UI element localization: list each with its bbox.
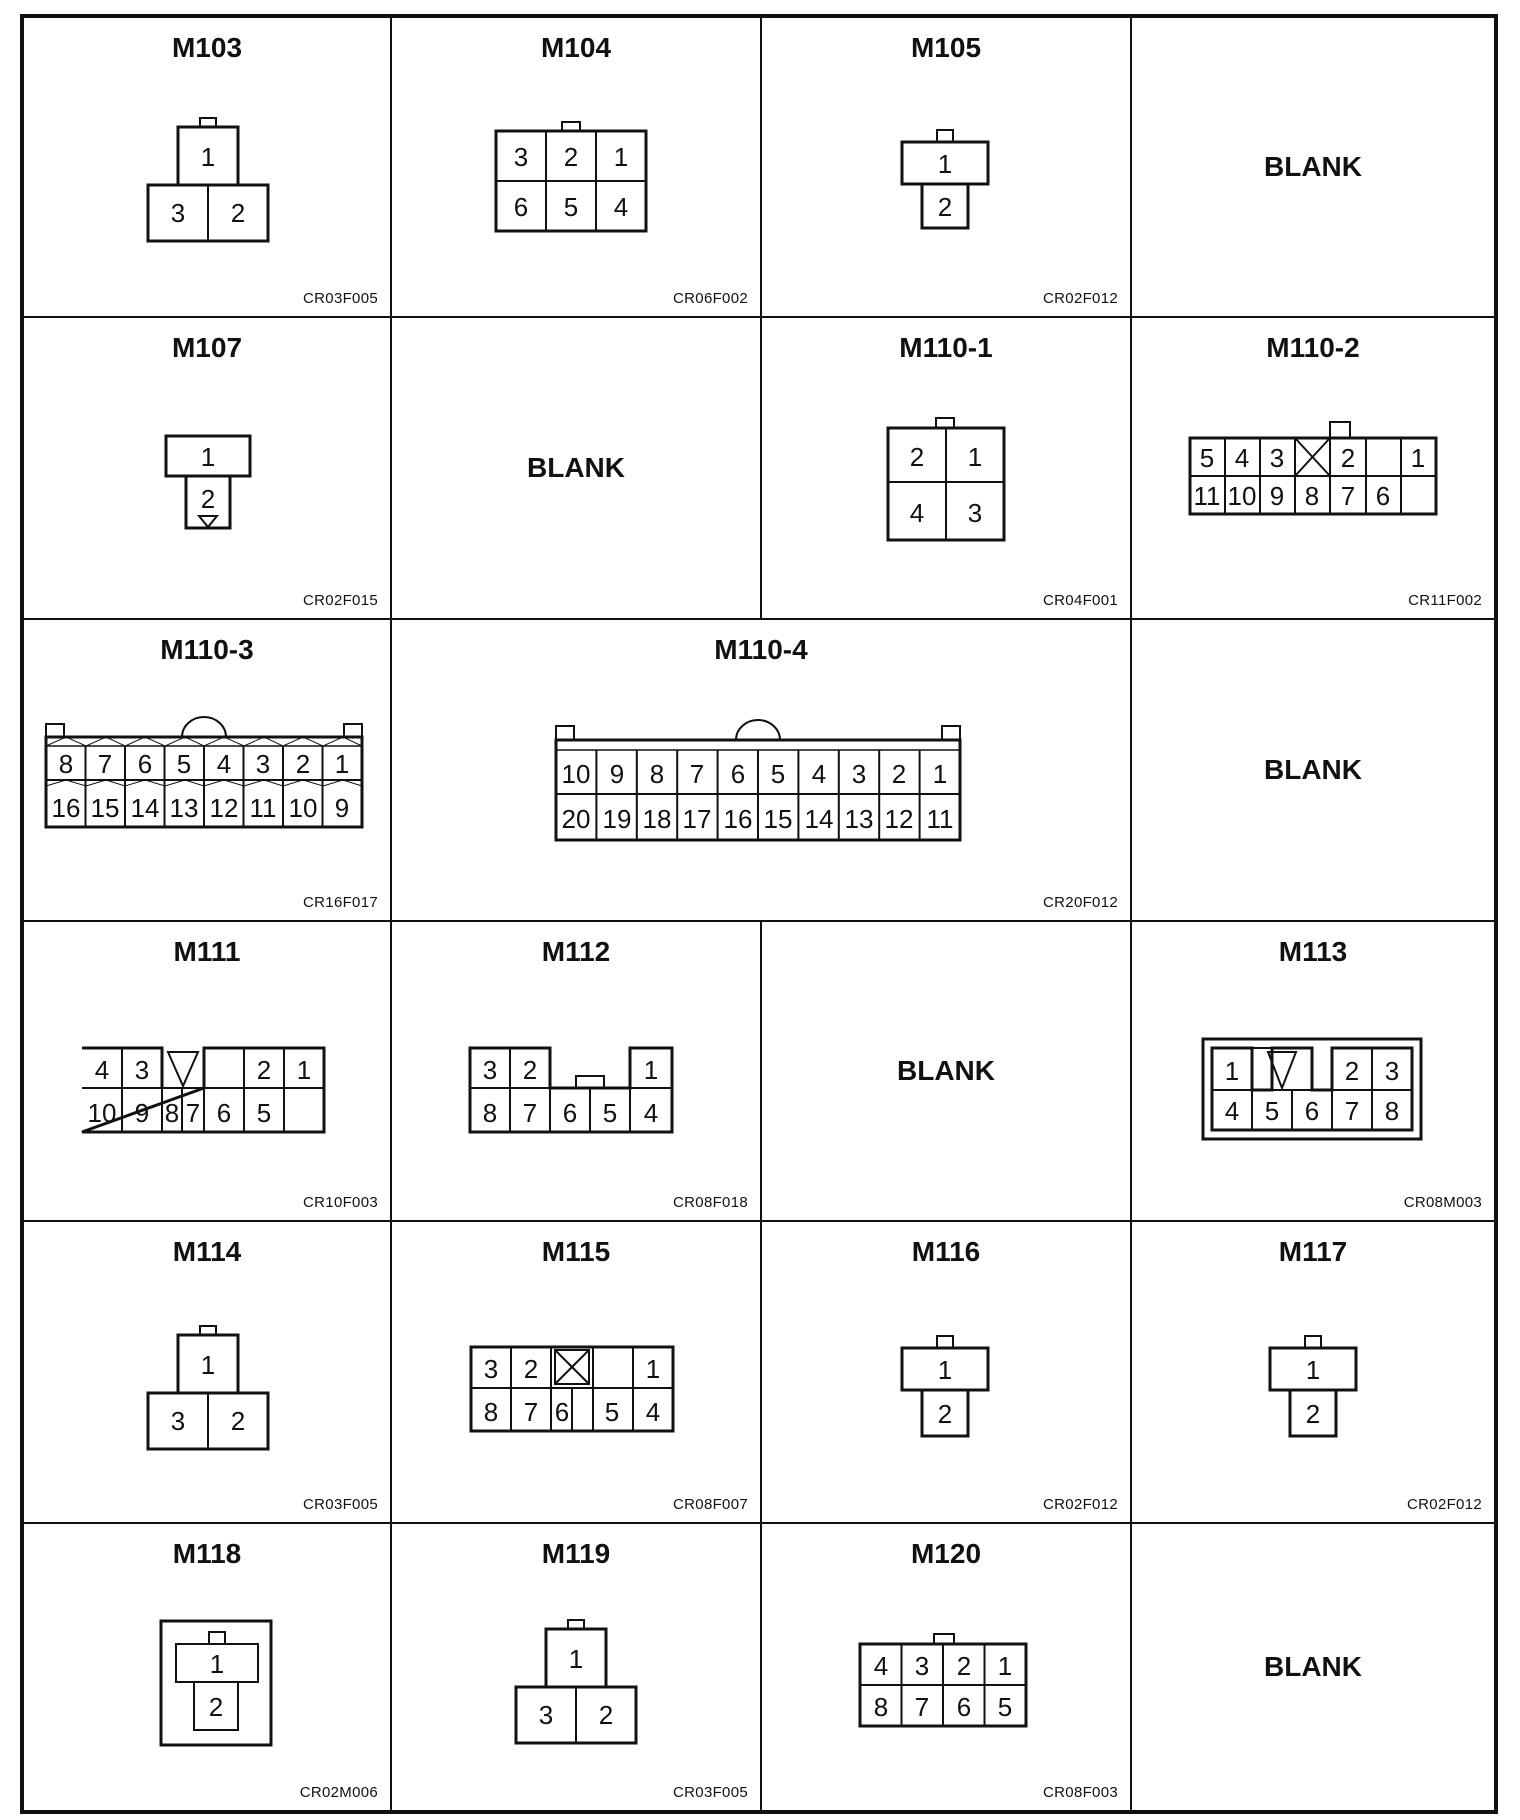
connector-title: M105 bbox=[910, 32, 982, 63]
svg-text:20: 20 bbox=[561, 804, 591, 834]
svg-text:4: 4 bbox=[216, 749, 232, 779]
blank-label: BLANK bbox=[897, 1055, 995, 1086]
connector-code: CR06F002 bbox=[673, 290, 748, 307]
svg-text:3: 3 bbox=[134, 1055, 150, 1085]
svg-text:14: 14 bbox=[130, 793, 160, 823]
blank-label: BLANK bbox=[1264, 754, 1362, 785]
cell-m110-1 bbox=[761, 317, 1131, 619]
svg-text:9: 9 bbox=[134, 1098, 150, 1128]
svg-text:7: 7 bbox=[523, 1397, 539, 1427]
connector-code: CR10F003 bbox=[303, 1194, 378, 1211]
blank-label: BLANK bbox=[1264, 1651, 1362, 1682]
svg-text:12: 12 bbox=[884, 804, 914, 834]
svg-text:1: 1 bbox=[200, 442, 216, 472]
svg-text:16: 16 bbox=[723, 804, 753, 834]
connector-title: M113 bbox=[1278, 936, 1348, 967]
connector-code: CR03F005 bbox=[673, 1784, 748, 1801]
svg-text:5: 5 bbox=[602, 1098, 618, 1128]
connector-m119-face bbox=[516, 1620, 636, 1750]
connector-m110-3-face bbox=[46, 724, 362, 828]
svg-text:6: 6 bbox=[1304, 1096, 1320, 1126]
svg-text:5: 5 bbox=[997, 1692, 1013, 1722]
svg-text:11: 11 bbox=[249, 793, 277, 823]
svg-text:3: 3 bbox=[967, 498, 983, 528]
svg-text:3: 3 bbox=[513, 142, 529, 172]
connector-code: CR02F012 bbox=[1043, 1496, 1118, 1513]
connector-code: CR08F018 bbox=[673, 1194, 748, 1211]
cell-m111 bbox=[23, 921, 391, 1221]
svg-text:10: 10 bbox=[288, 793, 318, 823]
svg-text:4: 4 bbox=[811, 759, 827, 789]
svg-text:3: 3 bbox=[483, 1354, 499, 1384]
svg-text:4: 4 bbox=[613, 192, 629, 222]
svg-text:17: 17 bbox=[682, 804, 712, 834]
svg-text:6: 6 bbox=[513, 192, 529, 222]
connector-m110-1-face bbox=[888, 418, 1004, 548]
svg-text:1: 1 bbox=[932, 759, 948, 789]
svg-text:5: 5 bbox=[256, 1098, 272, 1128]
cell-m105 bbox=[761, 17, 1131, 317]
svg-text:6: 6 bbox=[216, 1098, 232, 1128]
svg-text:6: 6 bbox=[554, 1397, 570, 1427]
svg-text:6: 6 bbox=[956, 1692, 972, 1722]
connector-title: M119 bbox=[541, 1538, 611, 1569]
svg-text:2: 2 bbox=[256, 1055, 272, 1085]
svg-text:2: 2 bbox=[937, 192, 953, 222]
blank-label: BLANK bbox=[527, 452, 625, 483]
svg-text:7: 7 bbox=[1340, 481, 1356, 511]
svg-text:10: 10 bbox=[561, 759, 591, 789]
connector-m107-face bbox=[166, 436, 250, 536]
connector-title: M117 bbox=[1278, 1236, 1348, 1267]
svg-text:2: 2 bbox=[1340, 443, 1356, 473]
svg-text:1: 1 bbox=[1224, 1056, 1240, 1086]
svg-text:4: 4 bbox=[1224, 1096, 1240, 1126]
svg-text:5: 5 bbox=[1199, 443, 1215, 473]
cell-m115 bbox=[391, 1221, 761, 1523]
connector-title: M115 bbox=[541, 1236, 611, 1267]
svg-text:7: 7 bbox=[97, 749, 113, 779]
svg-text:7: 7 bbox=[689, 759, 705, 789]
connector-title: M110-4 bbox=[714, 634, 808, 665]
connector-m112-face bbox=[470, 1046, 680, 1134]
svg-text:2: 2 bbox=[1305, 1399, 1321, 1429]
connector-title: M120 bbox=[910, 1538, 982, 1569]
svg-text:1: 1 bbox=[937, 1355, 953, 1385]
svg-text:8: 8 bbox=[1384, 1096, 1400, 1126]
svg-text:1: 1 bbox=[568, 1644, 584, 1674]
connector-title: M110-3 bbox=[160, 634, 254, 665]
svg-text:6: 6 bbox=[137, 749, 153, 779]
svg-text:9: 9 bbox=[334, 793, 350, 823]
connector-m117-face bbox=[1270, 1336, 1356, 1446]
cell-m107 bbox=[23, 317, 391, 619]
svg-text:6: 6 bbox=[562, 1098, 578, 1128]
svg-text:3: 3 bbox=[1269, 443, 1285, 473]
svg-text:1: 1 bbox=[1410, 443, 1426, 473]
connector-code: CR04F001 bbox=[1043, 592, 1118, 609]
svg-text:2: 2 bbox=[563, 142, 579, 172]
svg-text:1: 1 bbox=[200, 1350, 216, 1380]
svg-text:4: 4 bbox=[909, 498, 925, 528]
cell-m119 bbox=[391, 1523, 761, 1811]
connector-m113-face bbox=[1202, 1038, 1422, 1142]
svg-text:15: 15 bbox=[763, 804, 793, 834]
svg-text:1: 1 bbox=[334, 749, 350, 779]
svg-text:3: 3 bbox=[170, 1406, 186, 1436]
cell-m110-3 bbox=[23, 619, 391, 921]
svg-text:1: 1 bbox=[1305, 1355, 1321, 1385]
connector-title: M107 bbox=[171, 332, 243, 363]
connector-title: M110-2 bbox=[1266, 332, 1360, 363]
svg-text:2: 2 bbox=[295, 749, 311, 779]
connector-title: M110-1 bbox=[899, 332, 993, 363]
connector-m104-face bbox=[496, 122, 646, 242]
connector-code: CR03F005 bbox=[303, 290, 378, 307]
svg-text:8: 8 bbox=[1304, 481, 1320, 511]
svg-text:10: 10 bbox=[1227, 481, 1257, 511]
svg-text:8: 8 bbox=[649, 759, 665, 789]
svg-text:14: 14 bbox=[804, 804, 834, 834]
connector-code: CR20F012 bbox=[1043, 894, 1118, 911]
svg-text:2: 2 bbox=[208, 1692, 224, 1722]
svg-text:1: 1 bbox=[997, 1651, 1013, 1681]
svg-text:1: 1 bbox=[613, 142, 629, 172]
connector-code: CR08F003 bbox=[1043, 1784, 1118, 1801]
svg-text:5: 5 bbox=[604, 1397, 620, 1427]
connector-title: M116 bbox=[911, 1236, 981, 1267]
svg-text:2: 2 bbox=[230, 198, 246, 228]
svg-text:1: 1 bbox=[967, 442, 983, 472]
cell-blank bbox=[391, 317, 761, 619]
svg-text:19: 19 bbox=[602, 804, 632, 834]
cell-m112 bbox=[391, 921, 761, 1221]
connector-m120-face bbox=[860, 1634, 1026, 1734]
svg-text:4: 4 bbox=[873, 1651, 889, 1681]
svg-text:8: 8 bbox=[482, 1098, 498, 1128]
svg-text:5: 5 bbox=[1264, 1096, 1280, 1126]
connector-title: M112 bbox=[541, 936, 611, 967]
cell-m104 bbox=[391, 17, 761, 317]
svg-text:11: 11 bbox=[926, 804, 954, 834]
svg-text:16: 16 bbox=[51, 793, 81, 823]
connector-code: CR08F007 bbox=[673, 1496, 748, 1513]
svg-text:9: 9 bbox=[1269, 481, 1285, 511]
svg-text:3: 3 bbox=[482, 1055, 498, 1085]
svg-text:3: 3 bbox=[914, 1651, 930, 1681]
svg-text:3: 3 bbox=[538, 1700, 554, 1730]
svg-text:3: 3 bbox=[1384, 1056, 1400, 1086]
cell-m118 bbox=[23, 1523, 391, 1811]
cell-blank bbox=[1131, 1523, 1495, 1811]
connector-code: CR02M006 bbox=[299, 1784, 378, 1801]
svg-text:4: 4 bbox=[643, 1098, 659, 1128]
svg-text:2: 2 bbox=[523, 1354, 539, 1384]
connector-grid bbox=[20, 14, 1498, 1814]
svg-text:8: 8 bbox=[164, 1098, 180, 1128]
connector-code: CR03F005 bbox=[303, 1496, 378, 1513]
svg-text:11: 11 bbox=[1193, 481, 1221, 511]
cell-m117 bbox=[1131, 1221, 1495, 1523]
connector-title: M118 bbox=[172, 1538, 242, 1569]
connector-title: M114 bbox=[172, 1236, 242, 1267]
svg-text:6: 6 bbox=[730, 759, 746, 789]
svg-text:6: 6 bbox=[1375, 481, 1391, 511]
svg-text:8: 8 bbox=[58, 749, 74, 779]
connector-code: CR16F017 bbox=[303, 894, 378, 911]
svg-text:8: 8 bbox=[873, 1692, 889, 1722]
connector-code: CR02F012 bbox=[1043, 290, 1118, 307]
svg-text:7: 7 bbox=[1344, 1096, 1360, 1126]
cell-m110-4 bbox=[391, 619, 1131, 921]
connector-code: CR02F015 bbox=[303, 592, 378, 609]
cell-blank bbox=[761, 921, 1131, 1221]
svg-text:9: 9 bbox=[609, 759, 625, 789]
svg-text:2: 2 bbox=[230, 1406, 246, 1436]
cell-m110-2 bbox=[1131, 317, 1495, 619]
svg-text:10: 10 bbox=[87, 1098, 117, 1128]
svg-text:2: 2 bbox=[956, 1651, 972, 1681]
svg-text:13: 13 bbox=[844, 804, 874, 834]
svg-text:5: 5 bbox=[770, 759, 786, 789]
connector-m118-face bbox=[160, 1620, 272, 1748]
svg-text:1: 1 bbox=[645, 1354, 661, 1384]
svg-text:1: 1 bbox=[937, 149, 953, 179]
svg-text:4: 4 bbox=[1234, 443, 1250, 473]
svg-text:12: 12 bbox=[209, 793, 239, 823]
connector-m111-face bbox=[82, 1046, 324, 1134]
connector-title: M111 bbox=[173, 936, 241, 967]
connector-title: M104 bbox=[540, 32, 612, 63]
connector-m116-face bbox=[902, 1336, 988, 1446]
svg-text:7: 7 bbox=[522, 1098, 538, 1128]
svg-text:4: 4 bbox=[94, 1055, 110, 1085]
connector-code: CR02F012 bbox=[1407, 1496, 1482, 1513]
connector-m105-face bbox=[902, 130, 988, 240]
svg-text:1: 1 bbox=[209, 1649, 225, 1679]
svg-text:5: 5 bbox=[563, 192, 579, 222]
svg-text:2: 2 bbox=[598, 1700, 614, 1730]
cell-m113 bbox=[1131, 921, 1495, 1221]
svg-text:2: 2 bbox=[891, 759, 907, 789]
svg-text:3: 3 bbox=[851, 759, 867, 789]
svg-text:8: 8 bbox=[483, 1397, 499, 1427]
svg-text:3: 3 bbox=[255, 749, 271, 779]
svg-text:13: 13 bbox=[169, 793, 199, 823]
connector-title: M103 bbox=[171, 32, 243, 63]
svg-text:7: 7 bbox=[185, 1098, 201, 1128]
cell-m116 bbox=[761, 1221, 1131, 1523]
connector-code: CR08M003 bbox=[1403, 1194, 1482, 1211]
connector-m115-face bbox=[470, 1346, 676, 1438]
connector-m114-face bbox=[148, 1326, 268, 1456]
svg-text:2: 2 bbox=[522, 1055, 538, 1085]
blank-label: BLANK bbox=[1264, 151, 1362, 182]
cell-m114 bbox=[23, 1221, 391, 1523]
svg-text:2: 2 bbox=[909, 442, 925, 472]
connector-m110-2-face bbox=[1190, 422, 1436, 522]
svg-text:2: 2 bbox=[1344, 1056, 1360, 1086]
svg-text:7: 7 bbox=[914, 1692, 930, 1722]
connector-m103-face bbox=[148, 118, 268, 248]
svg-text:1: 1 bbox=[200, 142, 216, 172]
svg-text:4: 4 bbox=[645, 1397, 661, 1427]
svg-text:15: 15 bbox=[90, 793, 120, 823]
connector-code: CR11F002 bbox=[1408, 592, 1482, 609]
svg-text:2: 2 bbox=[200, 484, 216, 514]
svg-text:1: 1 bbox=[296, 1055, 312, 1085]
cell-blank bbox=[1131, 17, 1495, 317]
svg-text:2: 2 bbox=[937, 1399, 953, 1429]
connector-m110-4-face bbox=[556, 726, 960, 842]
svg-text:1: 1 bbox=[643, 1055, 659, 1085]
svg-text:3: 3 bbox=[170, 198, 186, 228]
cell-m103 bbox=[23, 17, 391, 317]
svg-text:18: 18 bbox=[642, 804, 672, 834]
cell-m120 bbox=[761, 1523, 1131, 1811]
svg-text:5: 5 bbox=[176, 749, 192, 779]
cell-blank bbox=[1131, 619, 1495, 921]
